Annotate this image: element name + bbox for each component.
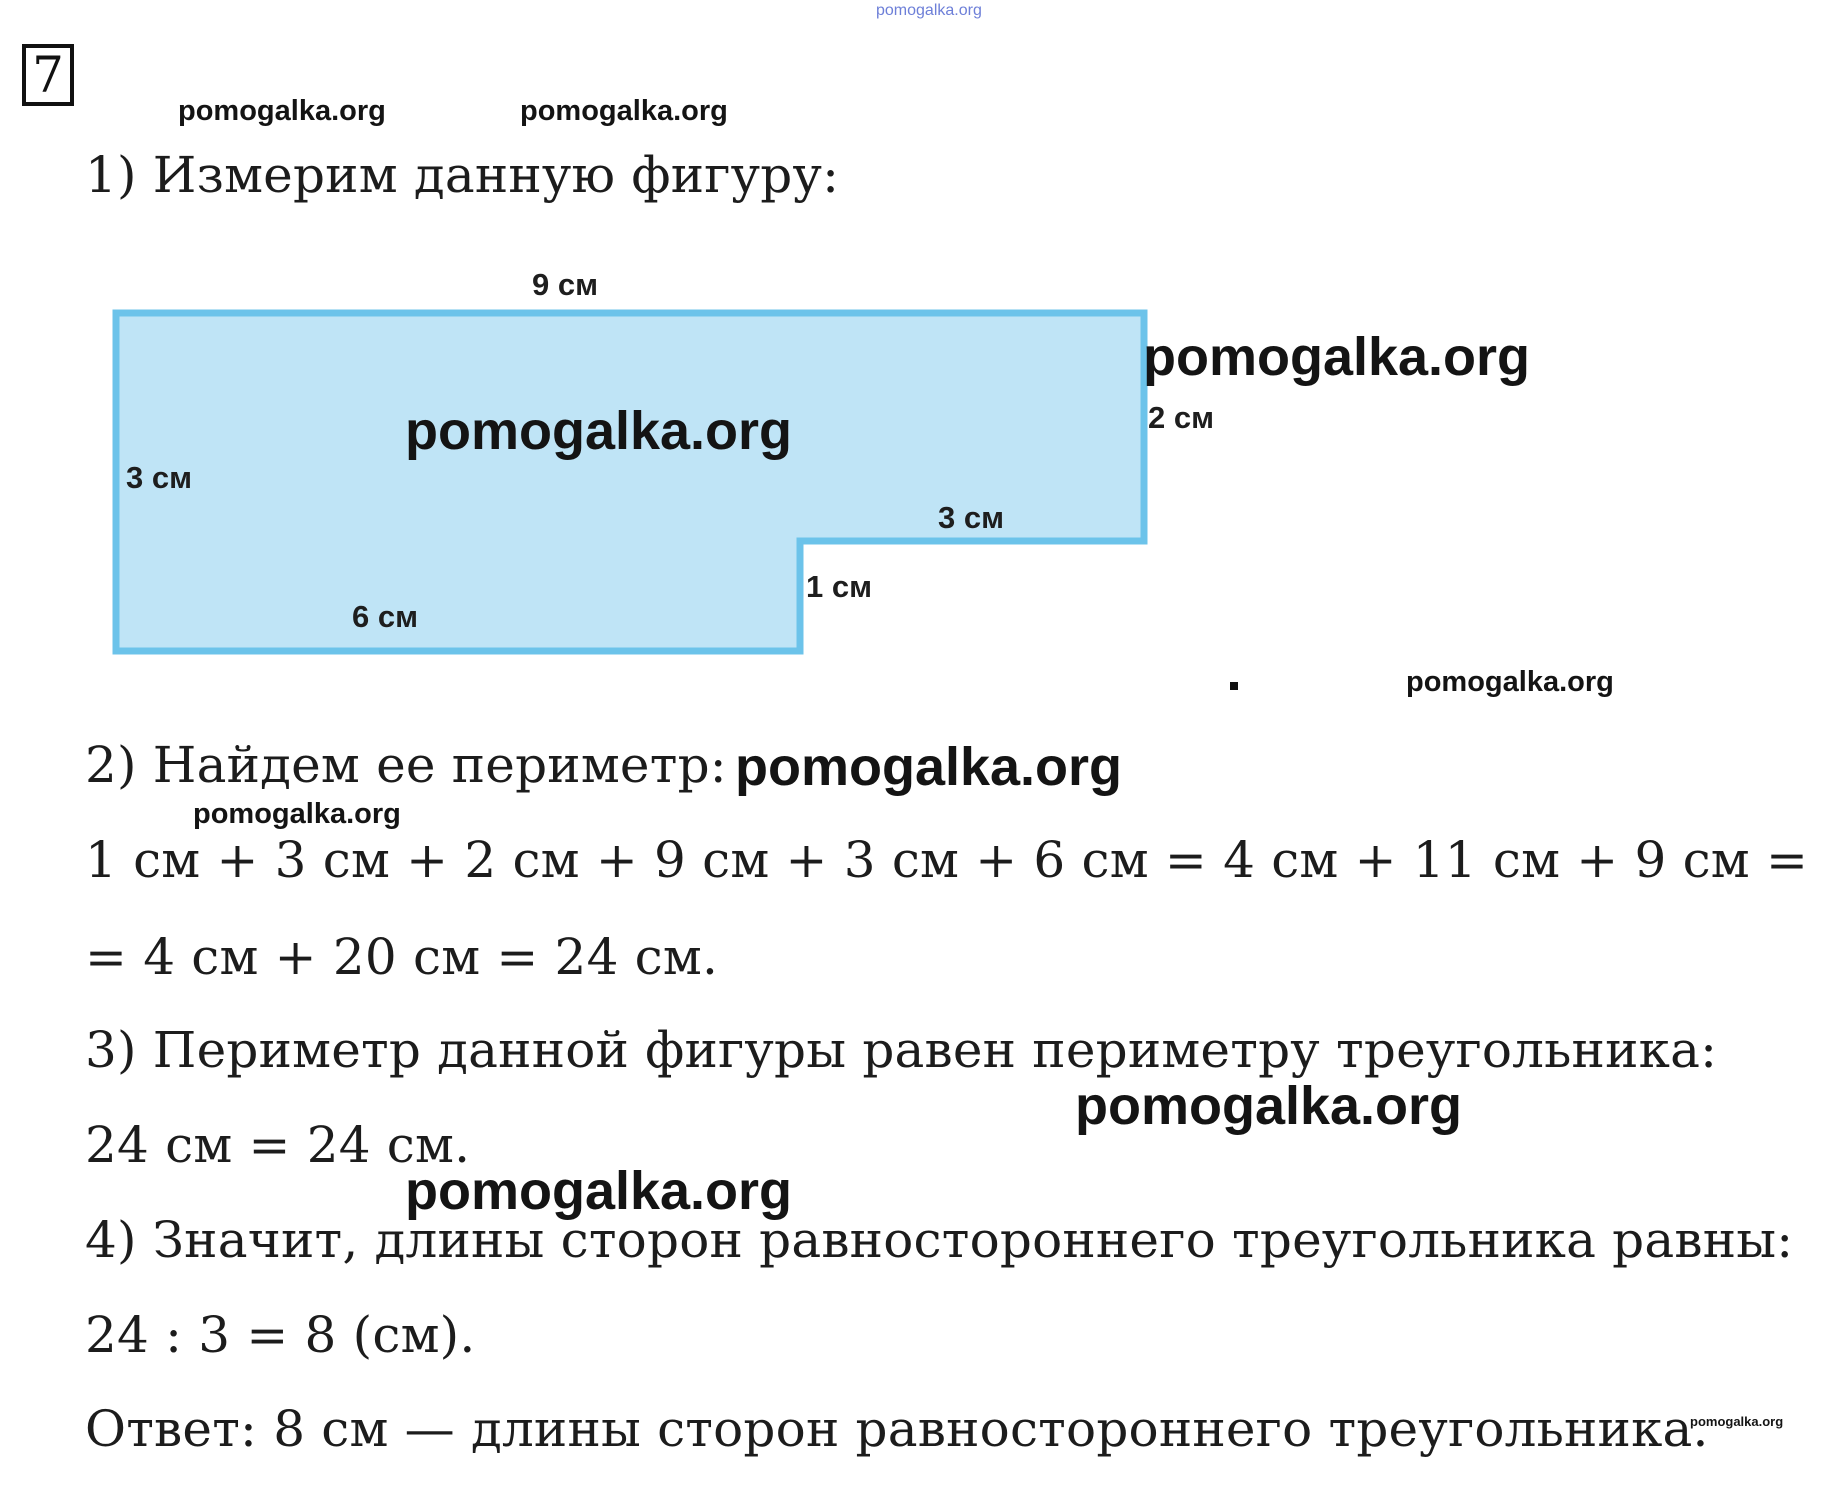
step-4-text: 4) Значит, длины сторон равностороннего треугольника равны: — [85, 1211, 1794, 1269]
step-1-text: 1) Измерим данную фигуру: — [85, 146, 840, 204]
watermark-header-1: pomogalka.org — [178, 95, 386, 127]
label-top-9cm: 9 см — [532, 267, 599, 302]
step-2-calc-line-2: = 4 см + 20 см = 24 см. — [85, 928, 719, 986]
step-2-calc-line-1: 1 см + 3 см + 2 см + 9 см + 3 см + 6 см = 4 см + 11 см + 9 см = — [85, 831, 1809, 889]
step-2-text: 2) Найдем ее периметр: — [85, 736, 727, 794]
watermark-figure-right: pomogalka.org — [1143, 327, 1531, 387]
watermark-step4-above: pomogalka.org — [405, 1161, 793, 1221]
watermark-answer-end: pomogalka.org — [1690, 1414, 1784, 1429]
task-number: 7 — [22, 44, 74, 106]
step-3-text: 3) Периметр данной фигуры равен периметру треугольника: — [85, 1021, 1718, 1079]
l-shaped-figure — [116, 313, 1144, 651]
watermark-step2-below: pomogalka.org — [193, 798, 401, 830]
step-4-calc: 24 : 3 = 8 (см). — [85, 1306, 476, 1364]
watermark-step2-inline: pomogalka.org — [735, 737, 1123, 797]
figure-svg — [82, 255, 1242, 695]
label-right-2cm: 2 см — [1148, 400, 1215, 435]
label-inner-3cm: 3 см — [938, 500, 1005, 535]
watermark-step3-right: pomogalka.org — [1075, 1076, 1463, 1136]
label-bottom-6cm: 6 см — [352, 599, 419, 634]
dot-mark — [1230, 682, 1238, 690]
figure — [82, 255, 1242, 695]
watermark-top: pomogalka.org — [876, 2, 982, 19]
answer-text: Ответ: 8 см — длины сторон равностороннего треугольника. — [85, 1400, 1709, 1458]
watermark-figure-center: pomogalka.org — [405, 401, 793, 461]
label-left-3cm: 3 см — [126, 460, 193, 495]
watermark-header-2: pomogalka.org — [520, 95, 728, 127]
step-3-calc: 24 см = 24 см. — [85, 1116, 471, 1174]
label-notch-1cm: 1 см — [806, 569, 873, 604]
watermark-below-figure: pomogalka.org — [1406, 666, 1614, 698]
